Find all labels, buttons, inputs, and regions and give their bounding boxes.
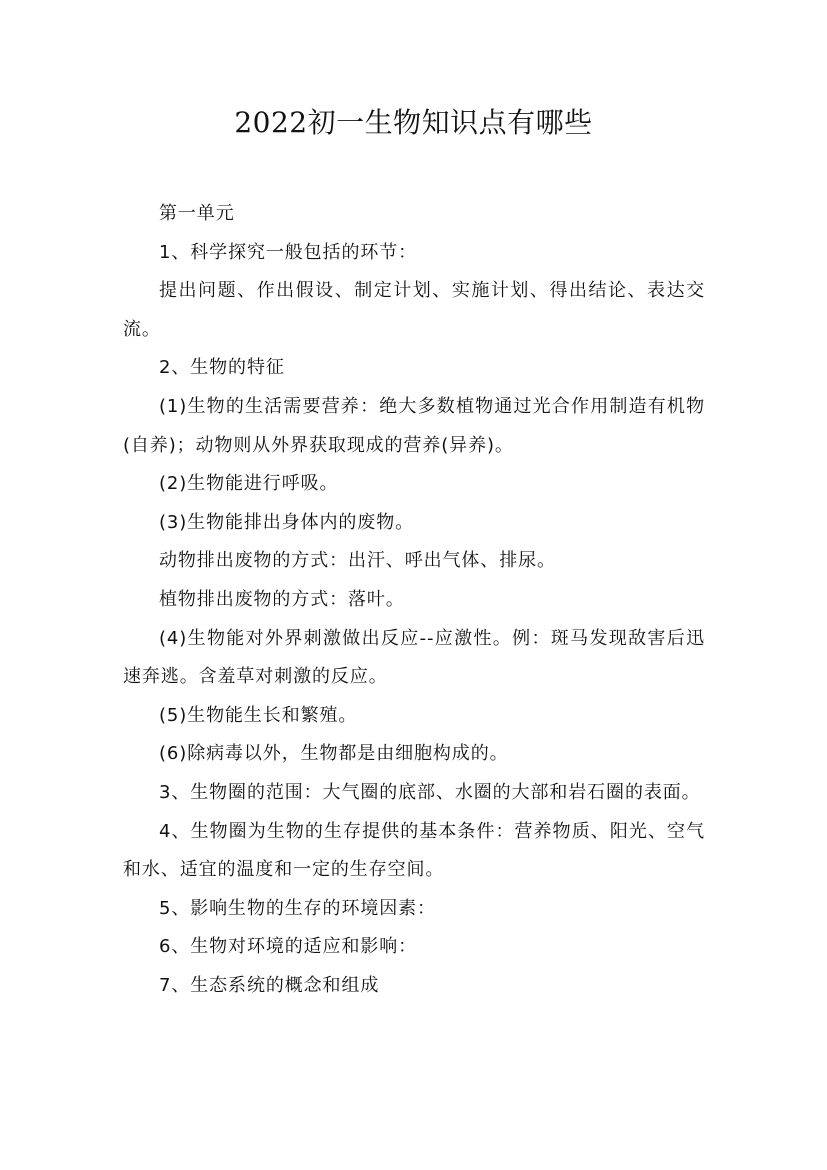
paragraph-4: (1)生物的生活需要营养：绝大多数植物通过光合作用制造有机物(自养)；动物则从外界获取现成的营养(异养)。 bbox=[123, 395, 705, 456]
paragraph-1: 1、科学探究一般包括的环节： bbox=[159, 241, 418, 263]
paragraph-3: 2、生物的特征 bbox=[159, 357, 285, 379]
paragraph-11: (6)除病毒以外，生物都是由细胞构成的。 bbox=[159, 743, 509, 765]
paragraph-15: 6、生物对环境的适应和影响： bbox=[159, 936, 418, 958]
paragraph-14: 5、影响生物的生存的环境因素： bbox=[159, 897, 436, 919]
paragraph-5: (2)生物能进行呼吸。 bbox=[159, 473, 339, 495]
paragraph-8: 植物排出废物的方式：落叶。 bbox=[159, 588, 405, 610]
paragraph-16: 7、生态系统的概念和组成 bbox=[159, 974, 380, 996]
paragraph-13: 4、生物圈为生物的生存提供的基本条件：营养物质、阳光、空气和水、适宜的温度和一定的生存空间。 bbox=[123, 820, 705, 881]
paragraph-6: (3)生物能排出身体内的废物。 bbox=[159, 511, 414, 533]
paragraph-10: (5)生物能生长和繁殖。 bbox=[159, 704, 358, 726]
document-body bbox=[123, 195, 705, 1005]
section-heading-unit-one: 第一单元 bbox=[159, 203, 235, 224]
paragraph-7: 动物排出废物的方式：出汗、呼出气体、排尿。 bbox=[159, 550, 556, 572]
paragraph-9: (4)生物能对外界刺激做出反应--应激性。例：斑马发现敌害后迅速奔逃。含羞草对刺激的反应。 bbox=[123, 627, 705, 688]
paragraph-2: 提出问题、作出假设、制定计划、实施计划、得出结论、表达交流。 bbox=[123, 280, 705, 340]
document-title: 2022初一生物知识点有哪些 bbox=[234, 106, 593, 139]
paragraph-12: 3、生物圈的范围：大气圈的底部、水圈的大部和岩石圈的表面。 bbox=[159, 781, 701, 803]
